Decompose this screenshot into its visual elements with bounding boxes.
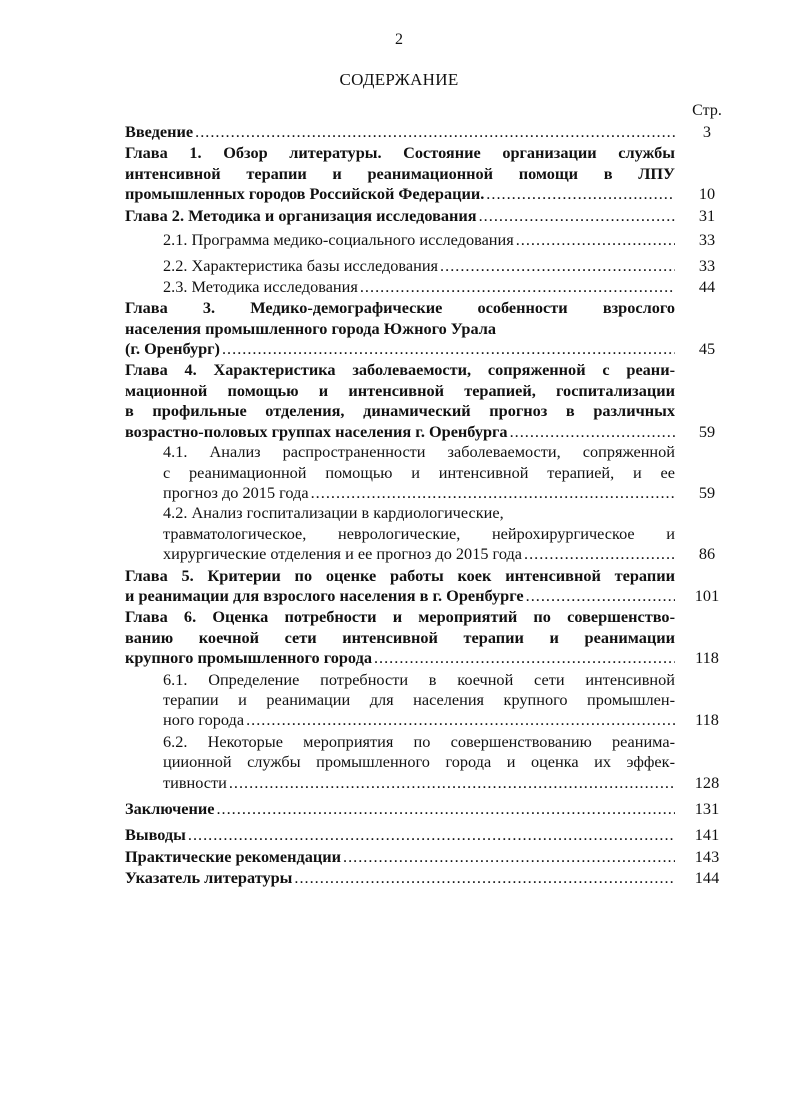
dot-leader (360, 277, 675, 297)
dot-leader (216, 799, 675, 819)
dot-leader (311, 483, 675, 503)
toc-entry-section-4-2[interactable]: 4.2. Анализ госпитализации в кардиологические, травматологическое, неврологические, нейрохирургическое и хирургические отделения и ее прогноз до 2015 года ..... 86 (125, 503, 730, 564)
toc-entry-section-2-2[interactable]: 2.2. Характеристика базы исследования ..... 33 (125, 256, 730, 276)
document-title: СОДЕРЖАНИЕ (339, 70, 459, 89)
toc-page-number: 118 (695, 648, 719, 668)
toc-page-number: 118 (695, 710, 719, 730)
toc-entry-chapter-4[interactable]: Глава 4. Характеристика заболеваемости, сопряженной с реани- мационной помощью и интенсивной терапией, госпитализации в профильные отделения, динамический прогноз в различных возрастно-половых группах населения г. Оренбурга ..... 59 (125, 360, 730, 442)
dot-leader (374, 648, 675, 668)
toc-page-number: 131 (694, 799, 720, 818)
dot-leader (479, 206, 675, 226)
toc-page-number: 128 (694, 772, 720, 792)
dot-leader (343, 847, 675, 867)
toc-entry-chapter-3[interactable]: Глава 3. Медико-демографические особенности взрослого населения промышленного города Южного Урала (г. Оренбург) ..... 45 (125, 298, 730, 359)
dot-leader (526, 586, 675, 606)
toc-page-number: 86 (698, 544, 716, 564)
toc-entry-recommendations[interactable]: Практические рекомендации ..... 143 (125, 847, 730, 867)
toc-page-number: 59 (698, 421, 716, 441)
dot-leader (222, 339, 675, 359)
toc-page-number: 143 (694, 846, 720, 866)
dot-leader (229, 773, 675, 793)
dot-leader (246, 710, 675, 730)
dot-leader (195, 122, 675, 142)
toc-entry-findings[interactable]: Выводы ..... 141 (125, 825, 730, 845)
dot-leader (486, 184, 675, 204)
toc-page-number: 45 (698, 339, 716, 359)
table-of-contents (125, 122, 730, 889)
toc-entry-chapter-2[interactable]: Глава 2. Методика и организация исследования ..... 31 (125, 206, 730, 226)
toc-page-number: 33 (698, 230, 716, 250)
toc-page-number: 44 (698, 276, 716, 296)
dot-leader (188, 825, 675, 845)
toc-page-number: 33 (698, 256, 716, 276)
toc-page-number: 144 (694, 868, 720, 888)
page-column-header: Стр. (692, 102, 722, 119)
dot-leader (524, 544, 675, 564)
dot-leader (516, 230, 675, 250)
toc-page-number: 3 (702, 122, 712, 141)
toc-entry-chapter-1[interactable]: Глава 1. Обзор литературы. Состояние организации службы интенсивной терапии и реанимационной помощи в ЛПУ промышленных городов Российской Федерации. ..... 10 (125, 143, 730, 204)
toc-entry-references[interactable]: Указатель литературы ..... 144 (125, 868, 730, 888)
toc-entry-section-2-3[interactable]: 2.3. Методика исследования ..... 44 (125, 277, 730, 297)
dot-leader (440, 256, 675, 276)
toc-page-number: 101 (694, 585, 720, 605)
toc-entry-section-4-1[interactable]: 4.1. Анализ распространенности заболеваемости, сопряженной с реанимационной помощью и интенсивной терапией, и ее прогноз до 2015 года ..... 59 (125, 442, 730, 503)
toc-entry-conclusion[interactable]: Заключение ..... 131 (125, 799, 730, 819)
dot-leader (294, 868, 675, 888)
toc-page-number: 59 (698, 482, 716, 502)
toc-entry-section-6-1[interactable]: 6.1. Определение потребности в коечной сети интенсивной терапии и реанимации для населения крупного промышлен- ного города ..... 118 (125, 670, 730, 731)
toc-entry-chapter-6[interactable]: Глава 6. Оценка потребности и мероприятий по совершенство- ванию коечной сети интенсивной терапии и реанимации крупного промышленного города ..... 118 (125, 607, 730, 668)
toc-page-number: 31 (698, 205, 716, 225)
dot-leader (510, 422, 675, 442)
page-number: 2 (395, 31, 403, 48)
toc-page-number: 10 (698, 184, 716, 204)
toc-entry-section-2-1[interactable]: 2.1. Программа медико-социального исследования ..... 33 (125, 230, 730, 250)
toc-entry-chapter-5[interactable]: Глава 5. Критерии по оценке работы коек интенсивной терапии и реанимации для взрослого населения в г. Оренбурге ..... 101 (125, 566, 730, 607)
toc-page-number: 141 (694, 825, 720, 845)
toc-entry-section-6-2[interactable]: 6.2. Некоторые мероприятия по совершенствованию реанима- циионной службы промышленного города и оценка их эффек- тивности ..... 128 (125, 732, 730, 793)
toc-entry-introduction[interactable]: Введение ..... 3 (125, 122, 730, 142)
